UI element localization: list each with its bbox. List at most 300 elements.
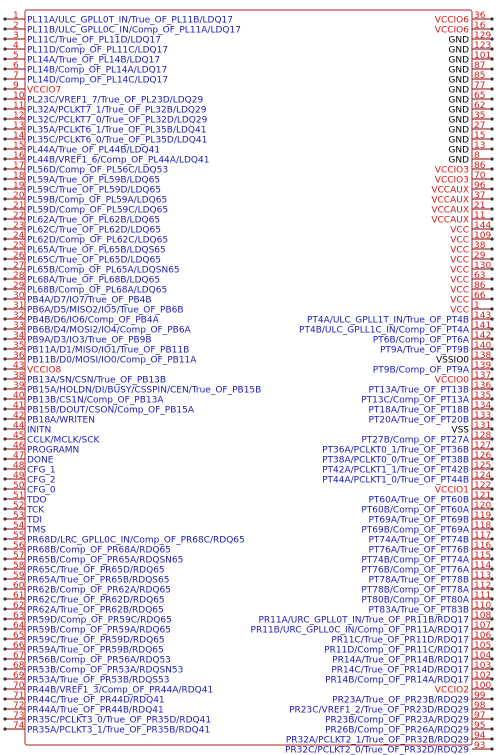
pin-name: PL32C/PCLKT7_0/True_OF_PL32D/LDQ29 <box>27 115 208 126</box>
pin-number: 108 <box>474 611 492 621</box>
pin-number: 96 <box>474 181 486 191</box>
pin-number: 68 <box>13 661 25 671</box>
pin-name: PT74B/Comp_OF_PT74A <box>361 555 469 566</box>
pin-number: 1 <box>474 301 480 311</box>
pin-number: 23 <box>13 221 25 231</box>
pin-name: PR59B/Comp_OF_PR59A/RDQ65 <box>27 625 171 636</box>
pin-number: 58 <box>13 561 25 571</box>
pin-name: PL65A/True_OF_PL65B/LDQS65 <box>27 245 166 256</box>
pin-number: 15 <box>474 131 486 141</box>
pin-end-dot <box>3 677 6 680</box>
pin-end-dot <box>3 437 6 440</box>
pin-number: 113 <box>474 571 492 581</box>
pin-name: VCCIO0 <box>434 375 469 386</box>
pin-end-dot <box>3 557 6 560</box>
pin-end-dot <box>490 747 493 750</box>
pin-number: 123 <box>474 41 492 51</box>
pin-number: 34 <box>13 331 25 341</box>
pin-number: 65 <box>474 91 486 101</box>
pin-number: 44 <box>13 421 25 431</box>
pin-number: 54 <box>13 521 25 531</box>
pin-number: 55 <box>13 531 25 541</box>
pin-end-dot <box>3 637 6 640</box>
pin-end-dot <box>490 77 493 80</box>
pin-number: 16 <box>13 151 25 161</box>
pin-name: PR65A/True_OF_PR65B/RDQS65 <box>27 575 170 586</box>
pin-end-dot <box>3 27 6 30</box>
pin-name: VCC <box>450 295 469 306</box>
pin-name: PR35C/PCLKT3_0/True_OF_PR35D/RDQ41 <box>27 715 212 726</box>
pin-name: TCK <box>27 505 45 516</box>
pin-name: VCCAUX <box>431 185 469 196</box>
pin-name: PR44C/True_OF_PR44D/RDQ41 <box>27 695 165 706</box>
pin-number: 140 <box>474 341 492 351</box>
pin-name: PL14D/Comp_OF_PL14C/LDQ17 <box>27 75 169 86</box>
pin-number: 94 <box>474 731 486 741</box>
pin-end-dot <box>3 217 6 220</box>
pin-name: PL14A/True_OF_PL14B/LDQ17 <box>27 55 161 66</box>
pin-name: VCC <box>450 255 469 266</box>
pin-name: VCCIO3 <box>434 175 469 186</box>
pin-name: VSS <box>451 425 469 436</box>
pin-name: CCLK/MCLK/SCK <box>27 435 100 446</box>
pin-name: VCCIO1 <box>434 485 469 496</box>
pin-number: 60 <box>13 581 25 591</box>
pin-name: PR26B/Comp_OF_PR26A/RDQ29 <box>325 725 469 736</box>
pin-name: PR53B/Comp_OF_PR53A/RDQSN53 <box>27 665 184 676</box>
pin-number: 127 <box>474 441 492 451</box>
pin-name: PL44A/True_OF_PL44B/LDQ41 <box>27 145 161 156</box>
pin-number: 40 <box>13 391 25 401</box>
pin-name: PR65C/True_OF_PR65D/RDQ65 <box>27 565 165 576</box>
pin-number: 27 <box>474 121 486 131</box>
pin-end-dot <box>3 247 6 250</box>
pin-name: PB11A/D1/MISO/IO1/True_OF_PB11B <box>27 345 190 356</box>
pin-number: 143 <box>474 311 492 321</box>
pin-end-dot <box>3 357 6 360</box>
pin-number: 49 <box>13 471 25 481</box>
pin-name: PR23C/VREF1_2/True_OF_PR23D/RDQ29 <box>289 705 469 716</box>
pin-name: PL11D/Comp_OF_PL11C/LDQ17 <box>27 45 169 56</box>
pin-number: 85 <box>474 71 486 81</box>
pin-number: 67 <box>13 651 25 661</box>
pin-number: 86 <box>474 281 486 291</box>
pin-number: 27 <box>13 261 25 271</box>
pin-number: 98 <box>474 701 486 711</box>
pin-end-dot <box>3 317 6 320</box>
pin-number: 103 <box>474 661 492 671</box>
pin-number: 48 <box>13 461 25 471</box>
pin-number: 141 <box>474 321 492 331</box>
pin-end-dot <box>3 147 6 150</box>
pin-name: PL35A/PCLKT6_1/True_OF_PL35B/LDQ41 <box>27 125 207 136</box>
pin-number: 93 <box>474 741 486 751</box>
pin-number: 16 <box>474 21 486 31</box>
pin-end-dot <box>3 297 6 300</box>
pin-name: PT36A/PCLKT0_1/True_OF_PT36B <box>322 445 469 456</box>
pin-end-dot <box>3 97 6 100</box>
pin-name: PB4A/D7/IO7/True_OF_PB4B <box>27 295 152 306</box>
pin-name: PT6B/Comp_OF_PT6A <box>372 335 469 346</box>
pin-name: PR32A/PCLKT2_1/True_OF_PR32B/RDQ29 <box>285 735 469 746</box>
pin-name: GND <box>448 65 469 76</box>
pin-name: PT4A/ULC_GPLL1T_IN/True_OF_PT4B <box>307 315 469 326</box>
pin-name: CFG_1 <box>27 465 56 476</box>
pin-name: PB15A/HOLDN/DI/BUSY/CSSPIN/CEN/True_OF_PB15B <box>27 385 262 396</box>
pin-number: 142 <box>474 331 492 341</box>
pin-name: GND <box>448 115 469 126</box>
pin-name: PR14C/True_OF_PR14D/RDQ17 <box>331 665 469 676</box>
pin-end-dot <box>490 287 493 290</box>
pin-end-dot <box>3 447 6 450</box>
pin-number: 125 <box>474 461 492 471</box>
pin-name: PT38A/PCLKT0_0/True_OF_PT38B <box>322 455 469 466</box>
pin-number: 116 <box>474 541 492 551</box>
pin-name: VCC <box>450 275 469 286</box>
pin-number: 122 <box>474 481 492 491</box>
pin-end-dot <box>3 77 6 80</box>
pin-number: 112 <box>474 581 492 591</box>
pin-name: PL62C/True_OF_PL62D/LDQ65 <box>27 225 161 236</box>
pin-end-dot <box>3 657 6 660</box>
pin-name: PR65B/Comp_OF_PR65A/RDQSN65 <box>27 555 184 566</box>
pin-name: GND <box>448 55 469 66</box>
pin-end-dot <box>3 727 6 730</box>
pin-name: PR23B/Comp_OF_PR23A/RDQ29 <box>325 715 469 726</box>
pin-name: PT27B/Comp_OF_PT27A <box>361 435 469 446</box>
pin-name: PT13A/True_OF_PT13B <box>368 385 469 396</box>
pin-number: 86 <box>474 161 486 171</box>
pin-number: 62 <box>13 601 25 611</box>
pin-name: PT69B/Comp_OF_PT69A <box>361 525 469 536</box>
pin-number: 38 <box>474 241 486 251</box>
pin-end-dot <box>490 127 493 130</box>
pin-name: PR68B/Comp_OF_PR68A/RDQ65 <box>27 545 171 556</box>
pin-name: PB13A/SN/CSN/True_OF_PB13B <box>27 375 167 386</box>
pin-end-dot <box>3 687 6 690</box>
pin-number: 66 <box>474 291 486 301</box>
pin-number: 17 <box>13 161 25 171</box>
pin-name: PR35A/PCLKT3_1/True_OF_PR35B/RDQ41 <box>27 725 211 736</box>
pin-end-dot <box>3 617 6 620</box>
pin-number: 19 <box>13 181 25 191</box>
pin-number: 111 <box>474 591 492 601</box>
pin-number: 2 <box>13 21 19 31</box>
pin-name: PB18A/WRITEN <box>27 415 95 426</box>
pin-end-dot <box>3 17 6 20</box>
pin-number: 128 <box>474 431 492 441</box>
pin-number: 62 <box>474 101 486 111</box>
pin-end-dot <box>3 607 6 610</box>
pin-name: PR11B/URC_GPLL0C_IN/Comp_OF_PR11A/RDQ17 <box>250 625 469 636</box>
pin-name: PB4B/D6/IO6/Comp_OF_PB4A <box>27 315 159 326</box>
pin-number: 64 <box>13 621 25 631</box>
pin-number: 63 <box>13 611 25 621</box>
pin-name: PT83A/True_OF_PT83B <box>368 605 469 616</box>
pin-name: PL62A/True_OF_PL62B/LDQ65 <box>27 215 161 226</box>
pin-end-dot <box>490 727 493 730</box>
pin-end-dot <box>3 347 6 350</box>
pin-end-dot <box>3 107 6 110</box>
right-pin <box>332 691 493 705</box>
pin-number: 138 <box>474 351 492 361</box>
pin-number: 28 <box>13 271 25 281</box>
pin-number: 70 <box>13 681 25 691</box>
pin-name: PT9B/Comp_OF_PT9A <box>372 365 469 376</box>
pin-number: 31 <box>13 301 25 311</box>
pin-number: 7 <box>13 71 19 81</box>
pin-name: PL11A/ULC_GPLL0T_IN/True_OF_PL11B/LDQ17 <box>27 15 233 26</box>
pin-end-dot <box>3 577 6 580</box>
pin-name: PT4B/ULC_GPLL1C_IN/Comp_OF_PT4A <box>299 325 469 336</box>
pin-number: 29 <box>474 251 486 261</box>
pin-number: 14 <box>13 131 25 141</box>
pin-name: GND <box>448 105 469 116</box>
pin-number: 120 <box>474 501 492 511</box>
pin-name: VCCIO6 <box>434 25 469 36</box>
pin-name: PL56D/Comp_OF_PL56C/LDQ53 <box>27 165 169 176</box>
pin-number: 99 <box>474 691 486 701</box>
pin-number: 46 <box>13 441 25 451</box>
pin-number: 9 <box>13 81 19 91</box>
pin-name: PT18A/True_OF_PT18B <box>368 405 469 416</box>
pin-name: PL44B/VREF1_6/Comp_OF_PL44A/LDQ41 <box>27 155 210 166</box>
pin-name: PR59D/Comp_OF_PR59C/RDQ65 <box>27 615 172 626</box>
pin-number: 8 <box>474 151 480 161</box>
pin-number: 100 <box>474 681 492 691</box>
pin-number: 63 <box>474 271 486 281</box>
pin-end-dot <box>490 17 493 20</box>
pin-name: PB6B/D4/MOSI2/IO4/Comp_OF_PB6A <box>27 325 191 336</box>
pin-name: PL23C/VREF1_7/True_OF_PL23D/LDQ29 <box>27 95 204 106</box>
pin-number: 129 <box>474 31 492 41</box>
pin-end-dot <box>3 337 6 340</box>
pin-name: PT76A/True_OF_PT76B <box>368 545 469 556</box>
pin-end-dot <box>3 277 6 280</box>
pin-end-dot <box>3 257 6 260</box>
pin-name: PR56B/Comp_OF_PR56A/RDQ53 <box>27 655 171 666</box>
pin-end-dot <box>3 167 6 170</box>
pin-number: 144 <box>474 221 492 231</box>
pin-name: VSSIO0 <box>435 355 469 366</box>
pin-end-dot <box>490 167 493 170</box>
pin-name: PB15B/DOUT/CSON/Comp_OF_PB15A <box>27 405 194 416</box>
pin-number: 61 <box>13 591 25 601</box>
pin-name: PR62A/True_OF_PR62B/RDQ65 <box>27 605 164 616</box>
pin-number: 69 <box>13 671 25 681</box>
pin-end-dot <box>3 57 6 60</box>
pin-name: PL35C/PCLKT6_0/True_OF_PL35D/LDQ41 <box>27 135 208 146</box>
pin-name: PL68A/True_OF_PL68B/LDQ65 <box>27 275 161 286</box>
pin-end-dot <box>3 517 6 520</box>
pin-end-dot <box>490 187 493 190</box>
pin-end-dot <box>3 327 6 330</box>
pin-name: GND <box>448 125 469 136</box>
pin-name: PR11D/Comp_OF_PR11C/RDQ17 <box>324 645 469 656</box>
pin-end-dot <box>3 717 6 720</box>
pin-end-dot <box>490 177 493 180</box>
pin-end-dot <box>3 37 6 40</box>
pin-end-dot <box>3 707 6 710</box>
pin-number: 102 <box>474 671 492 681</box>
pin-name: PT60A/True_OF_PT60B <box>368 495 469 506</box>
pin-end-dot <box>3 207 6 210</box>
pin-name: PT44A/PCLKT1_0/True_OF_PT44B <box>322 475 469 486</box>
pin-number: 32 <box>13 311 25 321</box>
pin-end-dot <box>3 117 6 120</box>
pin-number: 3 <box>13 31 19 41</box>
pin-number: 47 <box>13 451 25 461</box>
pin-end-dot <box>490 297 493 300</box>
pin-number: 20 <box>13 191 25 201</box>
pin-name: VCCIO8 <box>27 365 62 376</box>
pin-number: 130 <box>474 261 492 271</box>
pin-end-dot <box>3 157 6 160</box>
pin-name: PR62B/Comp_OF_PR62A/RDQ65 <box>27 585 171 596</box>
pin-name: GND <box>448 135 469 146</box>
pin-number: 97 <box>474 711 486 721</box>
pin-name: PT69A/True_OF_PT69B <box>368 515 469 526</box>
pin-end-dot <box>490 707 493 710</box>
pin-end-dot <box>3 377 6 380</box>
pin-number: 131 <box>474 421 492 431</box>
pin-number: 139 <box>474 361 492 371</box>
pin-number: 35 <box>474 111 486 121</box>
pin-number: 110 <box>474 601 492 611</box>
pin-number: 29 <box>13 281 25 291</box>
pin-number: 117 <box>474 531 492 541</box>
pin-end-dot <box>3 227 6 230</box>
pin-number: 18 <box>13 171 25 181</box>
pin-name: PL65C/True_OF_PL65D/LDQ65 <box>27 255 161 266</box>
pin-end-dot <box>490 697 493 700</box>
pin-end-dot <box>3 667 6 670</box>
pin-name: VCCAUX <box>431 195 469 206</box>
pin-number: 42 <box>13 411 25 421</box>
pin-end-dot <box>490 117 493 120</box>
pin-number: 15 <box>13 141 25 151</box>
pin-number: 25 <box>13 241 25 251</box>
pin-end-dot <box>490 107 493 110</box>
pin-number: 37 <box>474 191 486 201</box>
pin-name: GND <box>448 45 469 56</box>
pin-end-dot <box>3 417 6 420</box>
pin-name: PR14A/True_OF_PR14B/RDQ17 <box>332 655 469 666</box>
pin-number: 109 <box>474 231 492 241</box>
pin-number: 77 <box>474 81 486 91</box>
pin-end-dot <box>3 407 6 410</box>
pin-end-dot <box>490 207 493 210</box>
pin-end-dot <box>3 477 6 480</box>
pin-name: PR68D/LRC_GPLL0C_IN/Comp_OF_PR68C/RDQ65 <box>27 535 245 546</box>
pin-number: 72 <box>13 701 25 711</box>
pin-name: INITN <box>27 425 52 436</box>
pin-number: 33 <box>13 321 25 331</box>
pin-name: VCCIO7 <box>27 85 62 96</box>
pin-number: 126 <box>474 451 492 461</box>
pin-end-dot <box>3 507 6 510</box>
pin-number: 35 <box>13 341 25 351</box>
pin-name: PR44B/VREF1_3/Comp_OF_PR44A/RDQ41 <box>27 685 214 696</box>
pin-name: CFG_0 <box>27 485 56 496</box>
pin-number: 95 <box>474 721 486 731</box>
pin-end-dot <box>3 67 6 70</box>
pin-name: PL59A/True_OF_PL59B/LDQ65 <box>27 175 161 186</box>
pin-number: 87 <box>474 61 486 71</box>
pin-name: GND <box>448 95 469 106</box>
pin-name: TDI <box>27 515 43 526</box>
right-pin-column <box>251 11 494 755</box>
pin-name: PT78B/Comp_OF_PT78A <box>361 585 469 596</box>
pin-number: 133 <box>474 411 492 421</box>
pin-number: 107 <box>474 621 492 631</box>
pin-name: PL59C/True_OF_PL59D/LDQ65 <box>27 185 161 196</box>
pin-name: PT13C/Comp_OF_PT13A <box>361 395 469 406</box>
pin-number: 11 <box>13 101 25 111</box>
pin-name: PR59C/True_OF_PR59D/RDQ65 <box>27 635 165 646</box>
pin-name: PB6A/D5/MISO2/IO5/True_OF_PB6B <box>27 305 184 316</box>
pin-end-dot <box>3 427 6 430</box>
pin-end-dot <box>3 307 6 310</box>
pin-end-dot <box>490 717 493 720</box>
pin-name: PL32A/PCLKT7_1/True_OF_PL32B/LDQ29 <box>27 105 207 116</box>
pin-number: 66 <box>13 641 25 651</box>
pin-name: PT60B/Comp_OF_PT60A <box>361 505 469 516</box>
pin-number: 71 <box>13 691 25 701</box>
pin-end-dot <box>3 367 6 370</box>
pin-number: 10 <box>13 91 25 101</box>
pin-end-dot <box>3 237 6 240</box>
pin-name: PL62D/Comp_OF_PL62C/LDQ65 <box>27 235 169 246</box>
pin-name: PT74A/True_OF_PT74B <box>368 535 469 546</box>
pin-number: 105 <box>474 641 492 651</box>
pin-name: CFG_2 <box>27 475 56 486</box>
pin-end-dot <box>3 467 6 470</box>
pin-name: PL11B/ULC_GPLL0C_IN/Comp_OF_PL11A/LDQ17 <box>27 25 241 36</box>
pin-name: PB11B/D0/MOSI/IO0/Comp_OF_PB11A <box>27 355 197 366</box>
pin-number: 43 <box>13 361 25 371</box>
pin-number: 73 <box>13 711 25 721</box>
pin-end-dot <box>3 497 6 500</box>
pin-end-dot <box>490 87 493 90</box>
pin-name: GND <box>448 85 469 96</box>
pin-number: 1 <box>13 11 19 21</box>
pin-end-dot <box>3 487 6 490</box>
pin-end-dot <box>3 267 6 270</box>
pin-end-dot <box>490 67 493 70</box>
pin-name: TMS <box>27 525 46 536</box>
pin-name: VCCIO2 <box>434 685 469 696</box>
pin-number: 13 <box>13 121 25 131</box>
pin-name: TDO <box>27 495 47 506</box>
pin-end-dot <box>3 177 6 180</box>
pin-end-dot <box>490 197 493 200</box>
pin-end-dot <box>3 47 6 50</box>
pin-name: PL68B/Comp_OF_PL68A/LDQ65 <box>27 285 168 296</box>
pin-name: PL14B/Comp_OF_PL14A/LDQ17 <box>27 65 168 76</box>
pin-number: 101 <box>474 51 492 61</box>
pin-number: 59 <box>13 571 25 581</box>
pin-name: PT9A/True_OF_PT9B <box>379 345 469 356</box>
pin-name: PR44A/True_OF_PR44B/RDQ41 <box>27 705 164 716</box>
pin-number: 30 <box>13 291 25 301</box>
pin-name: VCCAUX <box>431 215 469 226</box>
pin-name: VCCIO3 <box>434 165 469 176</box>
pin-number: 5 <box>13 51 19 61</box>
pin-number: 22 <box>13 211 25 221</box>
pin-name: PR59A/True_OF_PR59B/RDQ65 <box>27 645 164 656</box>
pin-end-dot <box>490 247 493 250</box>
